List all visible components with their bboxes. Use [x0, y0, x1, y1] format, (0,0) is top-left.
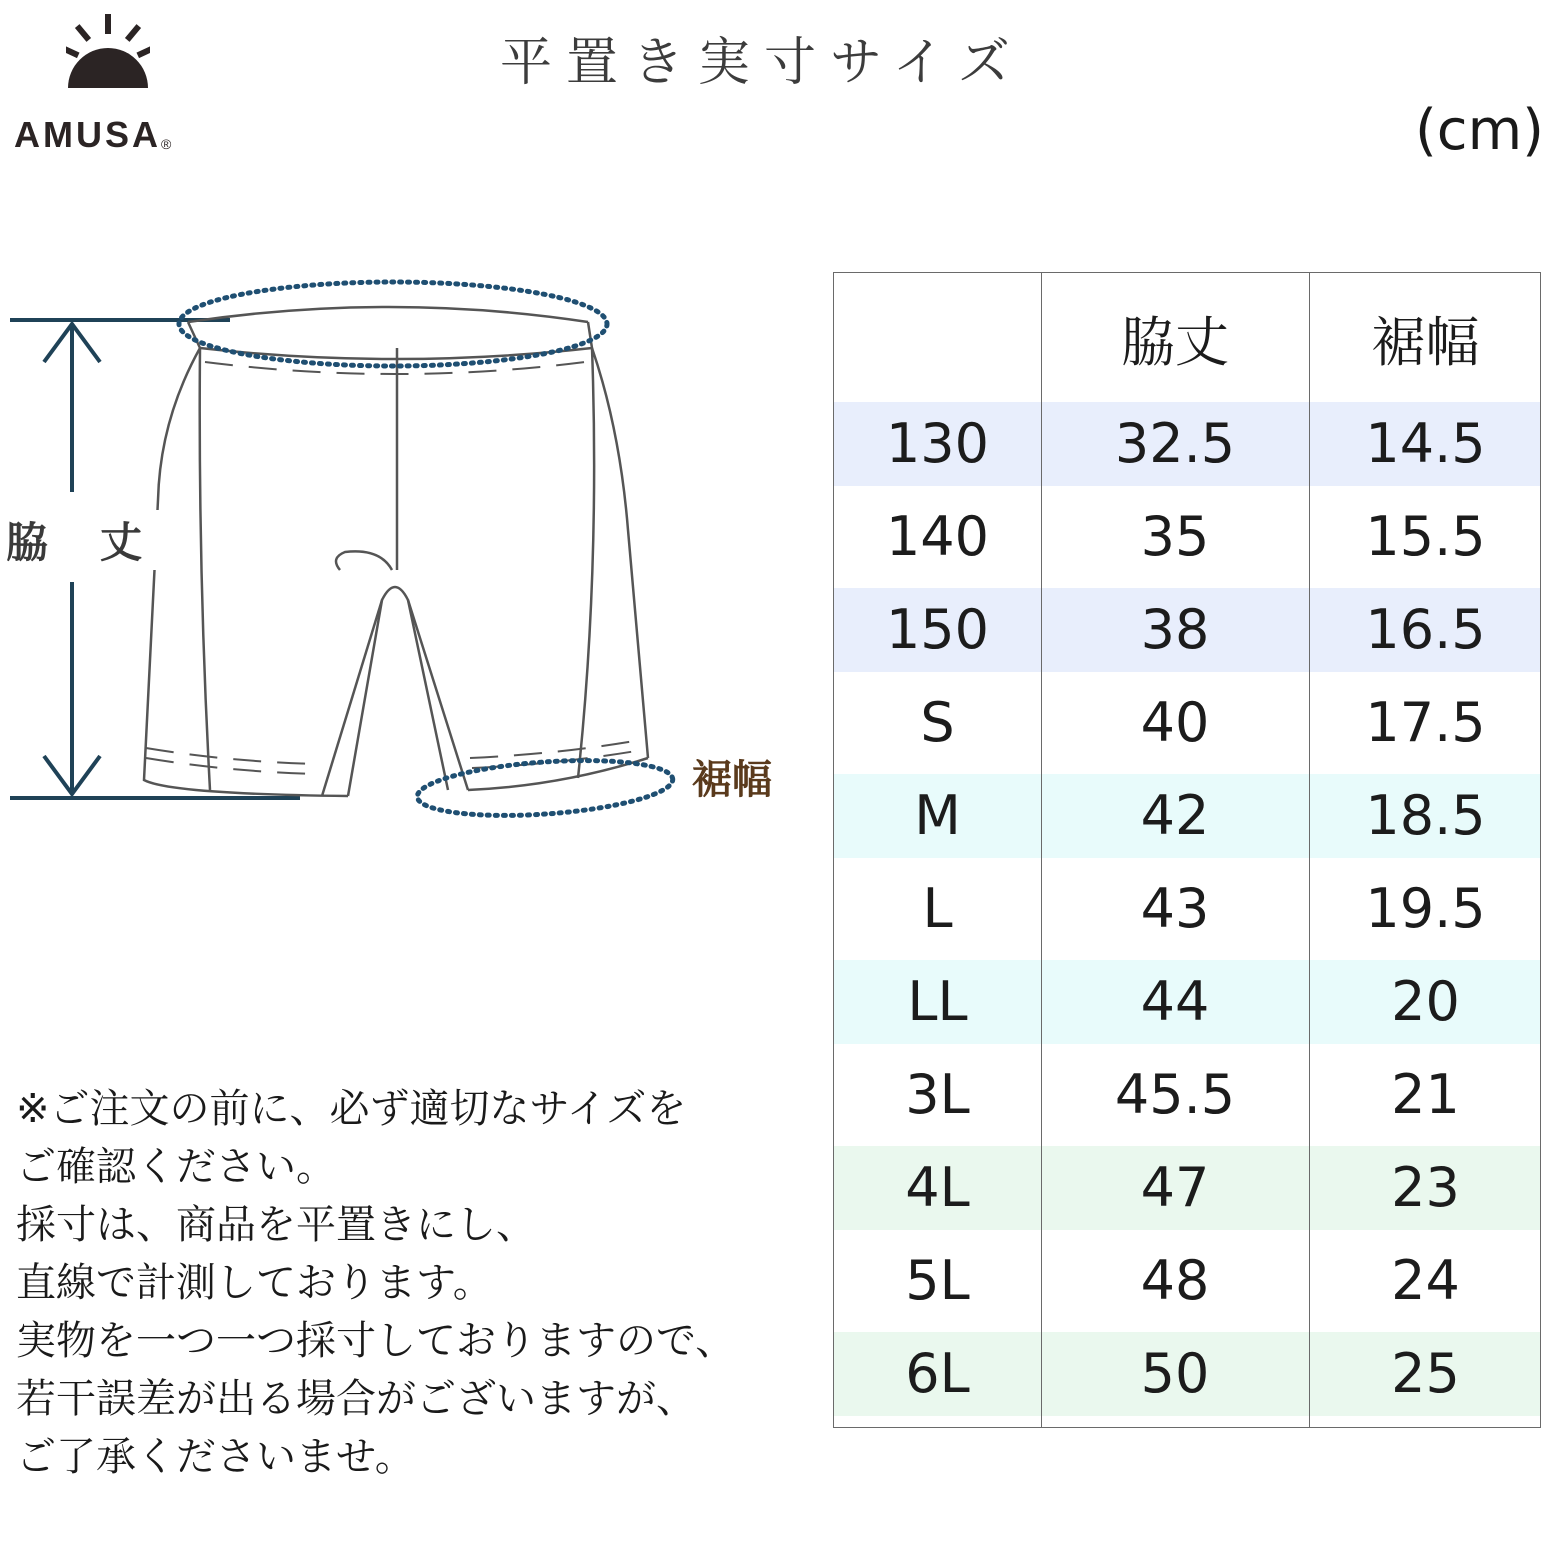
size-cell: 5L	[905, 1249, 970, 1312]
length-cell: 43	[1140, 877, 1210, 940]
hem-cell: 24	[1391, 1249, 1460, 1312]
length-cell: 48	[1140, 1249, 1210, 1312]
table-row	[834, 867, 1540, 951]
sun-icon	[66, 14, 150, 92]
table-row	[834, 960, 1540, 1044]
table-row	[834, 1332, 1540, 1416]
size-cell: LL	[907, 970, 968, 1033]
size-cell: 150	[885, 598, 990, 661]
brand-name: AMUSA®	[14, 114, 172, 155]
length-cell: 40	[1140, 691, 1210, 754]
hem-cell: 20	[1391, 970, 1460, 1033]
table-row	[834, 588, 1540, 672]
table-row	[834, 1146, 1540, 1230]
table-header	[834, 273, 1540, 397]
header-size	[834, 273, 1041, 397]
column-divider	[1041, 273, 1042, 1427]
hem-cell: 15.5	[1365, 505, 1486, 568]
dotted-highlights	[179, 282, 675, 823]
hem-cell: 14.5	[1365, 412, 1486, 475]
column-divider	[1309, 273, 1310, 1427]
note-line: 採寸は、商品を平置きにし、	[16, 1202, 536, 1248]
size-cell: 140	[885, 505, 990, 568]
length-cell: 42	[1140, 784, 1210, 847]
page-title: 平置き実寸サイズ	[500, 33, 1024, 93]
length-cell: 50	[1140, 1342, 1210, 1405]
brand-logo	[10, 10, 210, 155]
size-cell: 4L	[905, 1156, 970, 1219]
table-row	[834, 774, 1540, 858]
hem-cell: 18.5	[1365, 784, 1486, 847]
registered-mark: ®	[161, 136, 172, 152]
header-hem: 裾幅	[1371, 310, 1480, 374]
length-cell: 38	[1140, 598, 1210, 661]
size-table	[833, 272, 1541, 1428]
note-line: 若干誤差が出る場合がございますが、	[16, 1376, 696, 1422]
note-line: 実物を一つ一つ採寸しておりますので、	[16, 1318, 736, 1364]
hem-label: 裾幅	[692, 757, 772, 803]
hem-cell: 25	[1391, 1342, 1460, 1405]
size-cell: L	[922, 877, 953, 940]
table-row	[834, 402, 1540, 486]
length-cell: 32.5	[1114, 412, 1236, 475]
shorts-outline	[144, 307, 648, 796]
stitch-lines	[146, 362, 642, 774]
hem-cell: 23	[1391, 1156, 1460, 1219]
table-row	[834, 1053, 1540, 1137]
size-cell: 130	[885, 412, 990, 475]
hem-cell: 16.5	[1365, 598, 1486, 661]
note-line: ご了承くださいませ。	[16, 1434, 415, 1480]
length-cell: 44	[1140, 970, 1210, 1033]
header-length: 脇丈	[1121, 310, 1229, 374]
hem-cell: 19.5	[1365, 877, 1486, 940]
size-cell: S	[920, 691, 955, 754]
note-line: 直線で計測しております。	[16, 1260, 493, 1306]
size-cell: 6L	[905, 1342, 970, 1405]
unit-label: (cm)	[1414, 98, 1544, 163]
table-row	[834, 495, 1540, 579]
length-cell: 45.5	[1114, 1063, 1236, 1126]
note-line: ご確認ください。	[16, 1144, 336, 1190]
table-row	[834, 681, 1540, 765]
length-cell: 47	[1140, 1156, 1210, 1219]
size-note	[16, 1080, 735, 1486]
hem-cell: 17.5	[1365, 691, 1486, 754]
table-row	[834, 1239, 1540, 1323]
length-cell: 35	[1140, 505, 1210, 568]
hem-cell: 21	[1391, 1063, 1460, 1126]
note-line: ※ご注文の前に、必ず適切なサイズを	[16, 1086, 687, 1132]
size-cell: M	[914, 784, 961, 847]
length-label: 脇丈	[6, 510, 194, 570]
size-cell: 3L	[905, 1063, 970, 1126]
